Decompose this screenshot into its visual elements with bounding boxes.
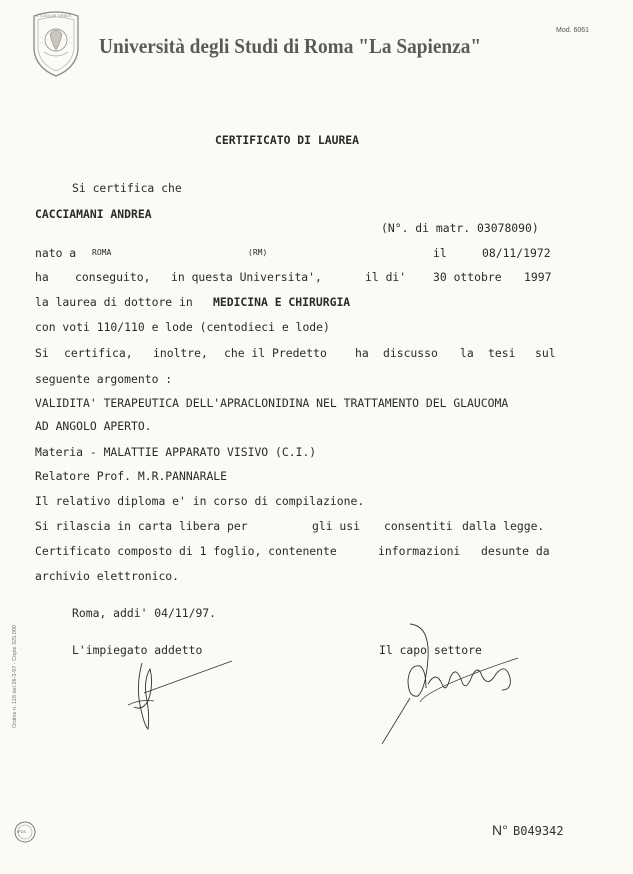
line1-d: il di'	[365, 270, 407, 284]
diploma-line: Il relativo diploma e' in corso di compilazione.	[35, 494, 365, 508]
degree-prefix: la laurea di dottore in	[35, 295, 193, 309]
serial-prefix: N°	[492, 822, 508, 838]
graduate-name: CACCIAMANI ANDREA	[35, 207, 152, 221]
university-name: Università degli Studi di Roma "La Sapienza"	[99, 34, 482, 58]
grade-line: con voti 110/110 e lode (centodieci e lode)	[35, 320, 330, 334]
serial-number: B049342	[513, 824, 564, 838]
line2-c: inoltre,	[153, 346, 208, 360]
advisor-line: Relatore Prof. M.R.PANNARALE	[35, 469, 228, 483]
clerk-label: L'impiegato addetto	[72, 643, 203, 657]
line1-c: in questa Universita',	[171, 270, 322, 284]
thesis-title-line2: AD ANGOLO APERTO.	[35, 419, 152, 433]
line2-h: tesi	[488, 346, 516, 360]
birth-prefix: nato a	[35, 246, 77, 260]
line3-c: consentiti	[384, 519, 453, 533]
line4-c: desunte da	[481, 544, 550, 558]
clerk-signature	[120, 655, 250, 735]
head-signature	[378, 618, 528, 748]
degree-name: MEDICINA E CHIRURGIA	[213, 295, 351, 309]
thesis-title-line1: VALIDITA' TERAPEUTICA DELL'APRACLONIDINA NEL TRATTAMENTO DEL GLAUCOMA	[35, 396, 509, 410]
line2-a: Si	[35, 346, 49, 360]
line2-f: discusso	[383, 346, 438, 360]
university-seal-icon	[30, 10, 82, 78]
subject-line: Materia - MALATTIE APPARATO VISIVO (C.I.)	[35, 445, 317, 459]
line3-b: gli usi	[312, 519, 361, 533]
birth-date: 08/11/1972	[482, 246, 551, 260]
place-date: Roma, addi' 04/11/97.	[72, 606, 217, 620]
birth-il: il	[433, 246, 447, 260]
seal-legend: STUDIUM URBIS	[36, 13, 72, 18]
matricola-number: (N°. di matr. 03078090)	[381, 221, 539, 235]
line3-a: Si rilascia in carta libera per	[35, 519, 248, 533]
line1-b: conseguito,	[75, 270, 151, 284]
line4-a: Certificato composto di 1 foglio, contenente	[35, 544, 337, 558]
stamp-letters: IPZS	[17, 829, 26, 834]
birth-province: (RM)	[248, 248, 268, 257]
line1-f: 1997	[524, 270, 552, 284]
line2-b: certifica,	[64, 346, 133, 360]
topic-intro: seguente argomento :	[35, 372, 173, 386]
form-code: Mod. 6061	[556, 27, 590, 34]
line4-b: informazioni	[378, 544, 461, 558]
line2-i: sul	[535, 346, 556, 360]
line2-e: ha	[355, 346, 369, 360]
birth-city: ROMA	[92, 248, 112, 257]
line3-d: dalla legge.	[462, 519, 545, 533]
line2-g: la	[460, 346, 474, 360]
line1-e: 30 ottobre	[433, 270, 502, 284]
line1-a: ha	[35, 270, 49, 284]
print-order-note: Ordine n. 118 del 26-3-97 - Copie 325.000	[12, 625, 18, 728]
intro-line: Si certifica che	[72, 181, 182, 195]
line2-d: che il Predetto	[224, 346, 327, 360]
archive-line: archivio elettronico.	[35, 569, 180, 583]
head-label: Il capo settore	[379, 643, 482, 657]
document-title: CERTIFICATO DI LAUREA	[215, 133, 360, 147]
